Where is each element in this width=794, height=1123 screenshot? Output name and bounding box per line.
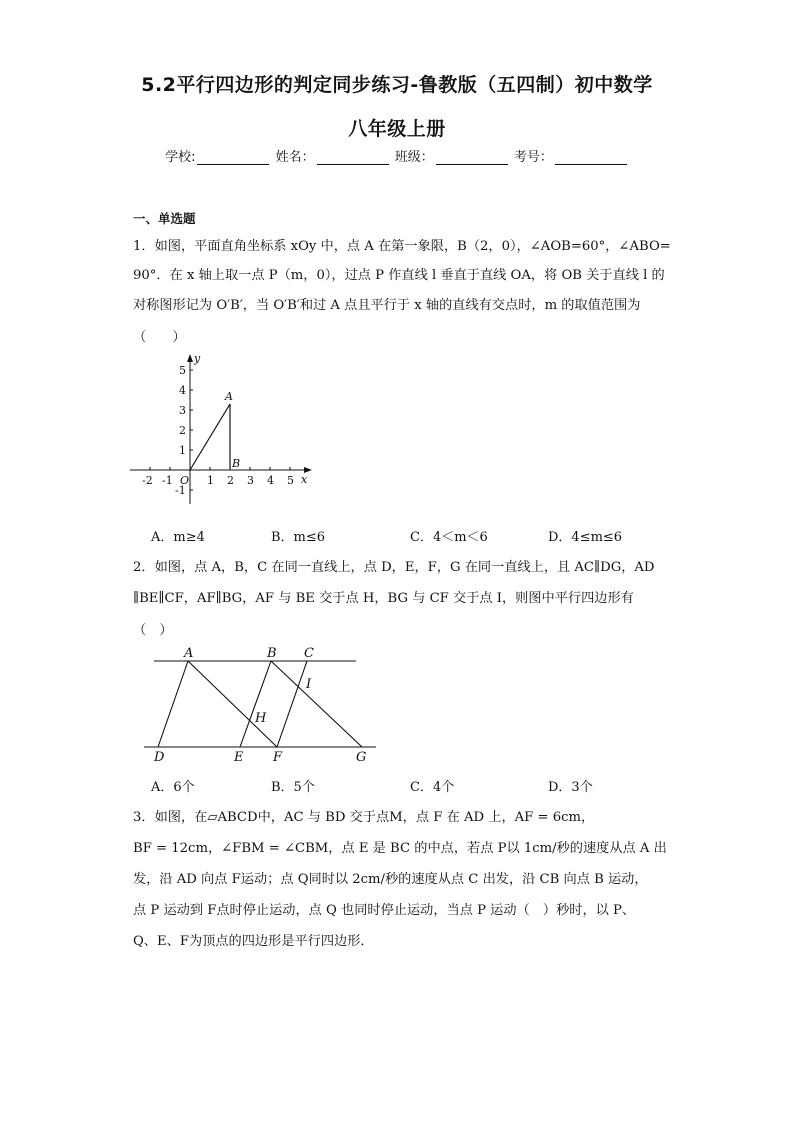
name-label: 姓名： xyxy=(275,150,315,165)
x-tick-4: 4 xyxy=(267,474,274,487)
x-tick-neg2: -2 xyxy=(142,474,153,487)
q3-line-4: 点 P 运动到 F点时停止运动，点 Q 也同时停止运动，当点 P 运动（ ）秒时，以 P、 xyxy=(133,903,636,918)
q1-option-a[interactable]: A．m≥4 xyxy=(151,530,205,545)
page-title-line2: 八年级上册 xyxy=(348,118,446,140)
x-tick-3: 3 xyxy=(247,474,254,487)
origin-label: O xyxy=(180,474,190,487)
q3-line-2: BF = 12cm，∠FBM = ∠CBM，点 E 是 BC 的中点，若点 P以 1cm/秒的速度从点 A 出 xyxy=(133,841,667,856)
label-E: E xyxy=(234,750,244,765)
q2-option-b[interactable]: B．5个 xyxy=(271,780,315,795)
segment-OA xyxy=(190,404,230,470)
q3-line-1: 3．如图，在▱ABCD中，AC 与 BD 交于点M，点 F 在 AD 上，AF = 6cm， xyxy=(133,810,595,825)
school-field[interactable] xyxy=(197,150,269,165)
y-tick-1: 1 xyxy=(179,444,186,457)
student-info-row xyxy=(0,146,794,165)
q1-option-d[interactable]: D．4≤m≤6 xyxy=(548,530,623,545)
id-label: 考号： xyxy=(513,150,553,165)
q1-line-2: 90°．在 x 轴上取一点 P（m，0），过点 P 作直线 l 垂直于直线 OA，将 OB 关于直线 l 的 xyxy=(133,268,665,283)
segment-CF xyxy=(277,661,307,747)
q2-parallelogram-figure xyxy=(140,640,380,768)
label-F: F xyxy=(273,750,283,765)
school-label: 学校: xyxy=(165,150,196,165)
label-B: B xyxy=(267,646,277,661)
y-tick-5: 5 xyxy=(179,364,186,377)
q1-line-3: 对称图形记为 O′B′，当 O′B′和过 A 点且平行于 x 轴的直线有交点时，m 的取值范围为 xyxy=(133,298,641,313)
q2-line-3: （ ） xyxy=(133,623,173,638)
label-A: A xyxy=(184,646,194,661)
segment-BG xyxy=(271,661,362,747)
segment-AD xyxy=(158,661,188,747)
page-title-line1: 5.2平行四边形的判定同步练习-鲁教版（五四制）初中数学 xyxy=(141,74,653,96)
label-I: I xyxy=(306,677,312,692)
y-axis-label: y xyxy=(194,352,201,365)
x-tick-1: 1 xyxy=(207,474,214,487)
point-B-label: B xyxy=(232,457,241,470)
x-axis-label: x xyxy=(301,473,308,486)
name-field[interactable] xyxy=(317,150,389,165)
q1-line-4: （ ） xyxy=(133,330,186,345)
segment-AF xyxy=(188,661,277,747)
y-tick-4: 4 xyxy=(179,384,186,397)
q1-option-b[interactable]: B．m≤6 xyxy=(271,530,326,545)
segment-BE xyxy=(240,661,271,747)
section-title: 一、单选题 xyxy=(133,211,196,226)
q3-line-3: 发，沿 AD 向点 F运动；点 Q同时以 2cm/秒的速度从点 C 出发，沿 CB 向点 B 运动， xyxy=(133,872,648,887)
class-field[interactable] xyxy=(436,150,508,165)
label-H: H xyxy=(255,711,267,726)
y-tick-neg1: -1 xyxy=(175,484,186,497)
label-C: C xyxy=(304,646,314,661)
q2-option-d[interactable]: D．3个 xyxy=(548,780,593,795)
q3-line-5: Q、E、F为顶点的四边形是平行四边形． xyxy=(133,934,374,949)
point-A-label: A xyxy=(225,390,233,403)
x-tick-neg1: -1 xyxy=(162,474,173,487)
q1-coordinate-figure xyxy=(128,352,318,512)
y-axis-arrow xyxy=(187,354,193,362)
label-G: G xyxy=(356,750,367,765)
y-tick-3: 3 xyxy=(179,404,186,417)
q2-line-2: ∥BE∥CF，AF∥BG，AF 与 BE 交于点 H，BG 与 CF 交于点 I，则图中平行四边形有 xyxy=(133,591,634,606)
class-label: 班级： xyxy=(394,150,434,165)
y-tick-2: 2 xyxy=(179,424,186,437)
q2-option-c[interactable]: C．4个 xyxy=(410,780,455,795)
label-D: D xyxy=(154,750,165,765)
x-tick-5: 5 xyxy=(287,474,294,487)
q1-line-1: 1．如图，平面直角坐标系 xOy 中，点 A 在第一象限，B（2，0），∠AOB=60°，∠ABO= xyxy=(133,239,671,254)
q1-option-c[interactable]: C．4＜m＜6 xyxy=(410,530,488,545)
q2-option-a[interactable]: A．6个 xyxy=(151,780,195,795)
x-tick-2: 2 xyxy=(227,474,234,487)
id-field[interactable] xyxy=(555,150,627,165)
q2-line-1: 2．如图，点 A，B，C 在同一直线上，点 D，E，F，G 在同一直线上，且 AC∥DG，AD xyxy=(133,560,655,575)
